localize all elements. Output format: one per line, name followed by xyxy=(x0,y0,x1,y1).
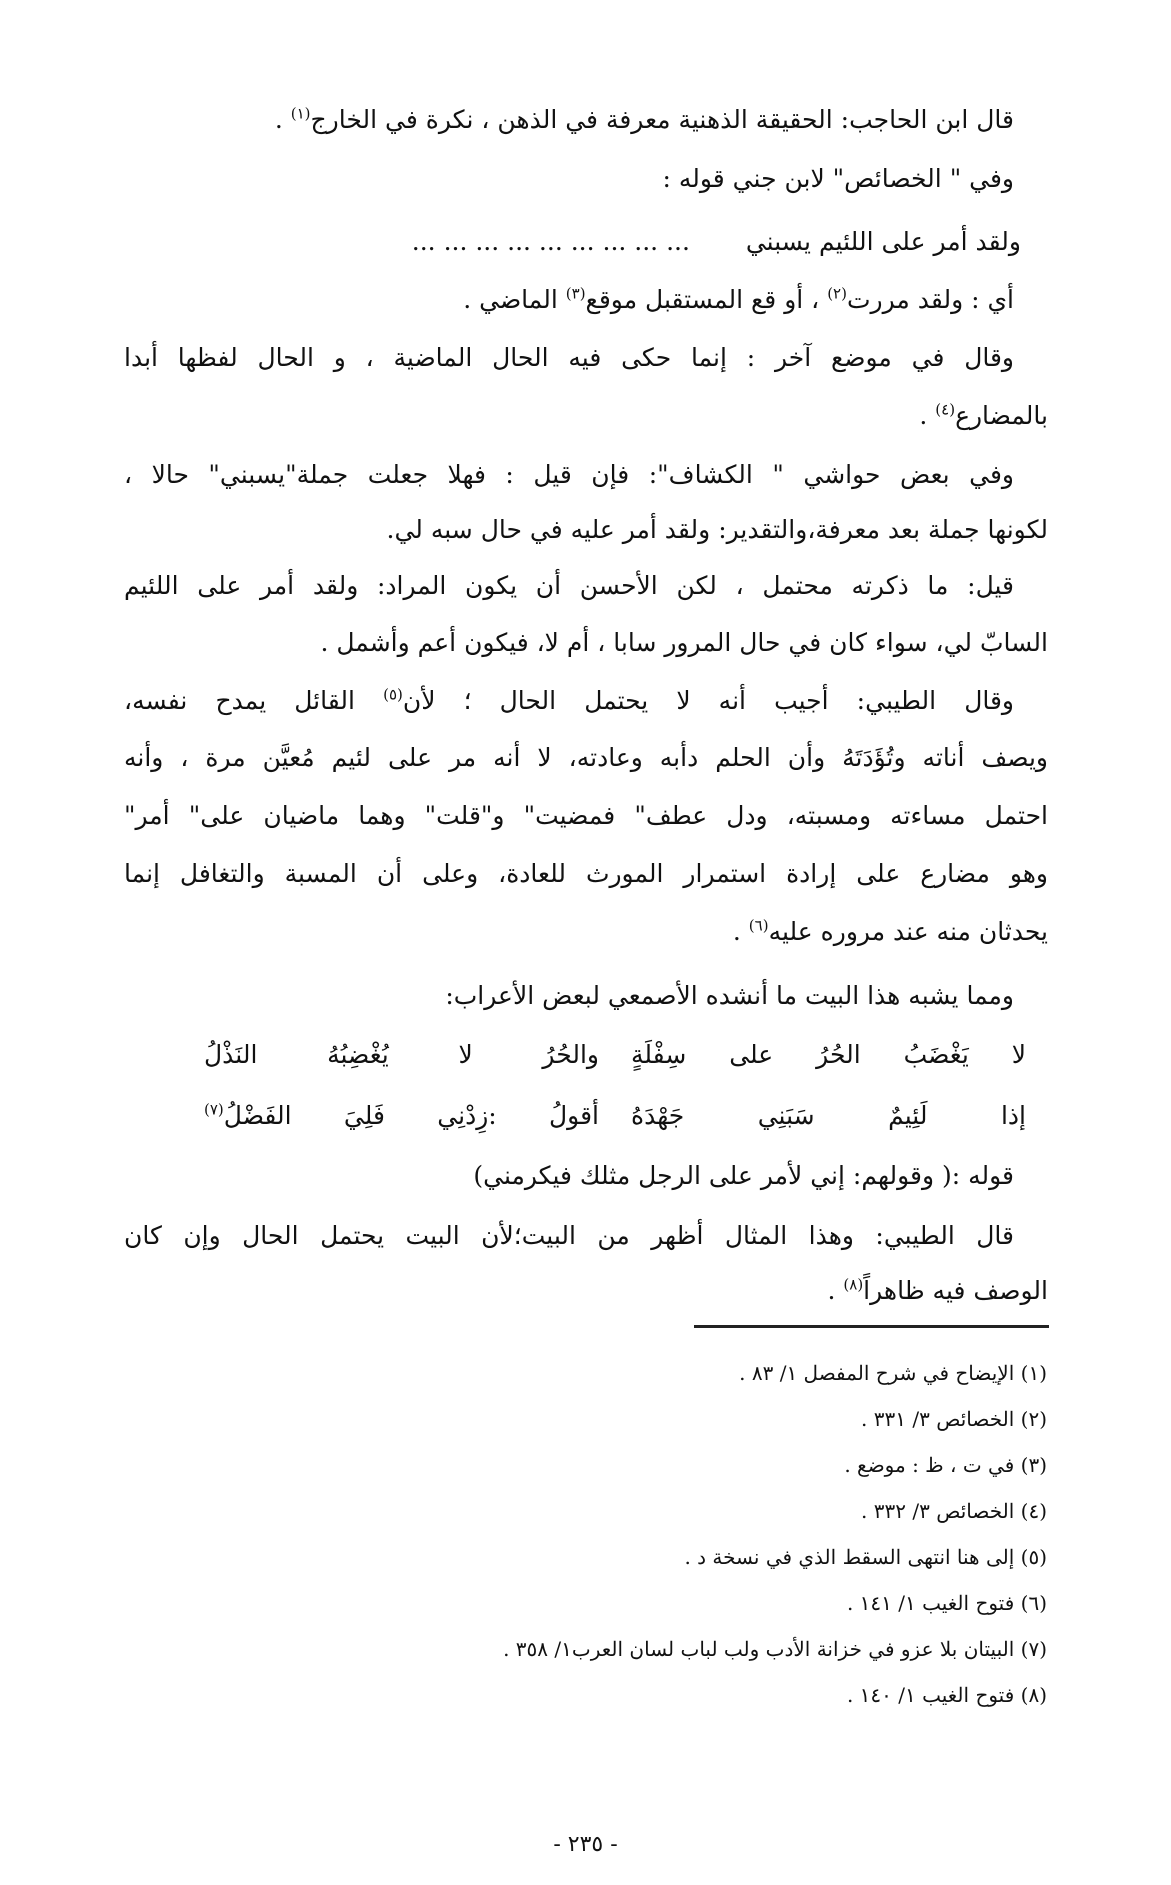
footnote-3: (٣) في ت ، ظ : موضع . xyxy=(844,1453,1047,1477)
body-line-3: أي : ولقد مررت$^{(٢)}$ ، أو قع المستقبل موقع$^{(٣)}$ الماضي . xyxy=(463,284,1014,314)
footnote-2: (٢) الخصائص ٣/ ٣٣١ . xyxy=(861,1407,1047,1431)
body-line-13: وهو مضارع على إرادة استمرار المورث للعادة، وعلى أن المسبة والتغافل إنما xyxy=(124,859,1048,888)
body-line-16: قوله :( وقولهم: إني لأمر على الرجل مثلك فيكرمني) xyxy=(473,1161,1014,1190)
page-number: - ٢٣٥ - xyxy=(553,1832,618,1857)
body-line-1: قال ابن الحاجب: الحقيقة الذهنية معرفة في الذهن ، نكرة في الخارج$^{(١)}$ . xyxy=(274,104,1014,134)
footnote-5: (٥) إلى هنا انتهى السقط الذي في نسخة د . xyxy=(684,1545,1047,1569)
verse-2-first-hemistich: لا يَغْضَبُ الحُرُ على سِفْلَةٍ xyxy=(631,1040,1026,1069)
body-line-17: قال الطيبي: وهذا المثال أظهر من البيت؛لأن البيت يحتمل الحال وإن كان xyxy=(124,1221,1014,1250)
body-line-12: احتمل مساءته ومسبته، ودل عطف" فمضيت" و"قلت" وهما ماضيان على" أمر" xyxy=(124,801,1048,830)
footnote-1: (١) الإيضاح في شرح المفصل ١/ ٨٣ . xyxy=(739,1361,1047,1385)
body-line-7: لكونها جملة بعد معرفة،والتقدير: ولقد أمر عليه في حال سبه لي. xyxy=(386,515,1048,544)
verse-1-first-hemistich: ولقد أمر على اللئيم يسبني xyxy=(745,227,1021,256)
footnote-7: (٧) البيتان بلا عزو في خزانة الأدب ولب لباب لسان العرب١/ ٣٥٨ . xyxy=(503,1637,1047,1661)
body-line-8: قيل: ما ذكرته محتمل ، لكن الأحسن أن يكون المراد: ولقد أمر على اللئيم xyxy=(124,571,1014,600)
body-line-18: الوصف فيه ظاهراً$^{(٨)}$ . xyxy=(827,1275,1048,1305)
footnote-8: (٨) فتوح الغيب ١/ ١٤٠ . xyxy=(846,1683,1047,1707)
body-line-4: وقال في موضع آخر : إنما حكى فيه الحال الماضية ، و الحال لفظها أبدا xyxy=(124,343,1014,372)
body-line-2: وفي " الخصائص" لابن جني قوله : xyxy=(662,164,1014,193)
verse-line-1 xyxy=(121,224,1021,260)
footnote-divider xyxy=(694,1325,1049,1328)
body-line-11: ويصف أناته وتُؤَدَتَهُ وأن الحلم دأبه وعادته، لا أنه مر على لئيم مُعيَّن مرة ، وأنه xyxy=(124,743,1048,772)
body-line-6: وفي بعض حواشي " الكشاف": فإن قيل : فهلا جعلت جملة"يسبني" حالا ، xyxy=(124,460,1014,489)
verse-3-first-hemistich: إذا لَئِيمٌ سَبَنِي جَهْدَهُ xyxy=(631,1101,1026,1130)
verse-1-second-hemistich: ... ... ... ... ... ... ... ... ... xyxy=(411,227,690,256)
verse-3-second-hemistich: أقولُ :زِدْنِي فَلِيَ الفَضْلُ$^{(٧)}$ xyxy=(204,1100,599,1130)
verse-2-second-hemistich: والحُرُ لا يُغْضِبُهُ النَذْلُ xyxy=(204,1040,599,1069)
body-line-9: السابّ لي، سواء كان في حال المرور سابا ، أم لا، فيكون أعم وأشمل . xyxy=(320,628,1048,657)
body-line-10: وقال الطيبي: أجيب أنه لا يحتمل الحال ؛ لأن$^{(٥)}$ القائل يمدح نفسه، xyxy=(124,685,1015,715)
body-line-14: يحدثان منه عند مروره عليه$^{(٦)}$ . xyxy=(732,916,1048,946)
body-line-5: بالمضارع$^{(٤)}$ . xyxy=(919,400,1048,430)
footnote-6: (٦) فتوح الغيب ١/ ١٤١ . xyxy=(846,1591,1047,1615)
footnote-4: (٤) الخصائص ٣/ ٣٣٢ . xyxy=(861,1499,1047,1523)
body-line-15: ومما يشبه هذا البيت ما أنشده الأصمعي لبعض الأعراب: xyxy=(445,981,1014,1010)
